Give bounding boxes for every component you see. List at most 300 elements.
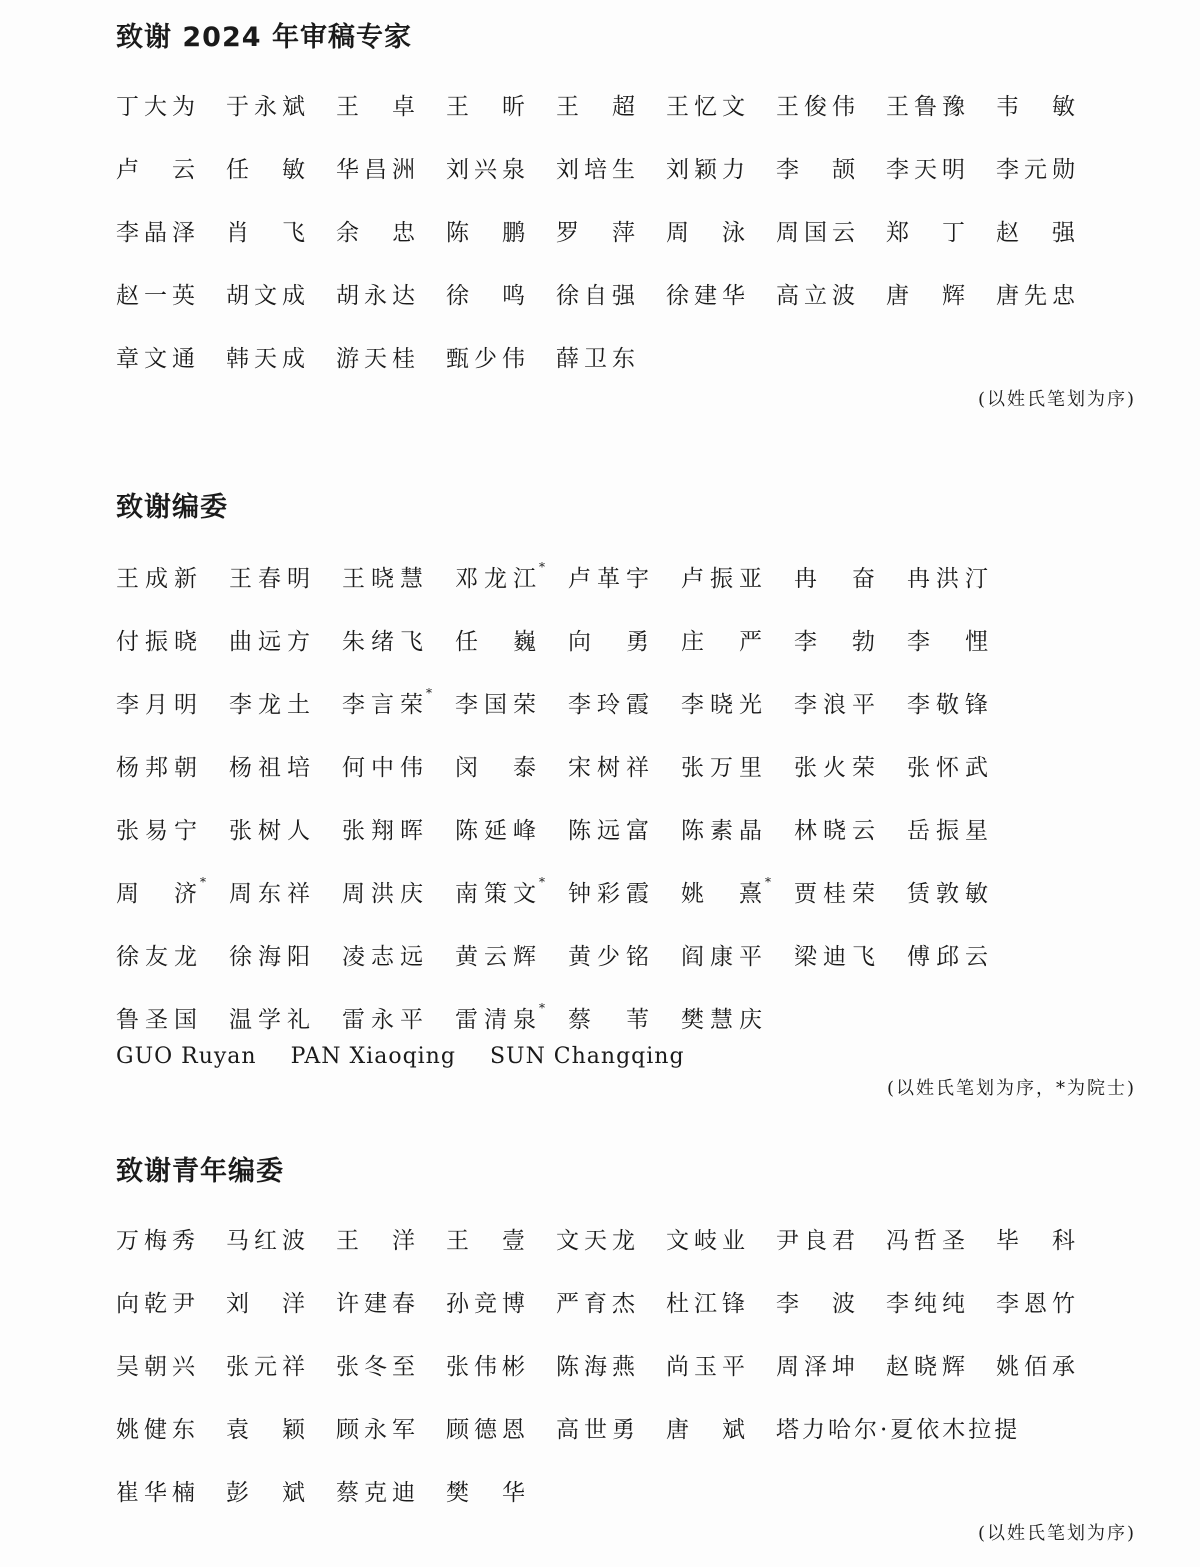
young-editors-name-text: 尚玉平 xyxy=(666,1354,748,1380)
young-editors-name xyxy=(446,1210,556,1273)
reviewers-name xyxy=(226,265,336,328)
reviewers-name xyxy=(996,76,1106,139)
editors-name xyxy=(681,800,794,863)
reviewers-name-text: 刘培生 xyxy=(556,157,638,183)
reviewers-name-text: 刘兴泉 xyxy=(446,157,528,183)
editors-name xyxy=(116,989,229,1052)
editors-name xyxy=(455,737,568,800)
young-editors-name xyxy=(556,1273,666,1336)
reviewers-name-text: 唐先忠 xyxy=(996,283,1078,309)
editors-name-text: 张万里 xyxy=(681,755,765,781)
young-editors-name xyxy=(226,1273,336,1336)
young-editors-name xyxy=(336,1336,446,1399)
reviewers-title: 致谢 2024 年审稿专家 xyxy=(116,22,412,53)
editors-name-text: 黄云辉 xyxy=(455,944,539,970)
young-editors-name-text: 吴朝兴 xyxy=(116,1354,198,1380)
reviewers-name xyxy=(446,202,556,265)
reviewers-name-text: 肖 飞 xyxy=(226,220,308,246)
editors-name xyxy=(907,548,1020,611)
editors-name xyxy=(455,800,568,863)
reviewers-name xyxy=(116,265,226,328)
editors-name-text: 林晓云 xyxy=(794,818,878,844)
reviewers-name-text: 郑 丁 xyxy=(886,220,968,246)
reviewers-name xyxy=(336,76,446,139)
young-editors-name-list xyxy=(116,1210,1116,1525)
reviewers-name xyxy=(666,139,776,202)
young-editors-name xyxy=(336,1399,446,1462)
reviewers-name xyxy=(776,76,886,139)
young-editors-name xyxy=(116,1399,226,1462)
reviewers-name-text: 徐 鸣 xyxy=(446,283,528,309)
reviewers-name xyxy=(776,202,886,265)
editors-name-text: 卢振亚 xyxy=(681,566,765,592)
reviewers-name xyxy=(116,202,226,265)
editors-name-text: 张火荣 xyxy=(794,755,878,781)
editors-name-text: 南策文 xyxy=(455,881,539,907)
young-editors-name xyxy=(886,1336,996,1399)
editors-name-text: 杨邦朝 xyxy=(116,755,200,781)
young-editors-name-text: 文岐业 xyxy=(666,1228,748,1254)
editors-name xyxy=(342,863,455,926)
young-editors-name xyxy=(996,1210,1106,1273)
young-editors-name-text: 张伟彬 xyxy=(446,1354,528,1380)
young-editors-name-text: 王 洋 xyxy=(336,1228,418,1254)
editors-name xyxy=(455,548,568,611)
editors-name-text: 向 勇 xyxy=(568,629,652,655)
editors-name xyxy=(568,926,681,989)
reviewers-name xyxy=(666,202,776,265)
editors-name-text: 闵 泰 xyxy=(455,755,539,781)
reviewers-name-text: 薛卫东 xyxy=(556,346,638,372)
editors-name xyxy=(794,737,907,800)
editors-name xyxy=(342,548,455,611)
young-editors-name-text: 顾德恩 xyxy=(446,1417,528,1443)
young-editors-name-text: 李恩竹 xyxy=(996,1291,1078,1317)
reviewers-name xyxy=(666,265,776,328)
editors-name xyxy=(455,989,568,1052)
young-editors-name-text: 张元祥 xyxy=(226,1354,308,1380)
young-editors-name xyxy=(226,1336,336,1399)
editors-name xyxy=(681,548,794,611)
young-editors-name-text: 文天龙 xyxy=(556,1228,638,1254)
young-editors-name xyxy=(666,1399,776,1462)
young-editors-name xyxy=(446,1336,556,1399)
young-editors-section xyxy=(116,1152,1136,1549)
reviewers-name-text: 罗 萍 xyxy=(556,220,638,246)
editors-name-text: 李敬锋 xyxy=(907,692,991,718)
editors-name-text: 任 巍 xyxy=(455,629,539,655)
editors-name-text: 李晓光 xyxy=(681,692,765,718)
young-editors-name xyxy=(116,1336,226,1399)
reviewers-name xyxy=(556,202,666,265)
reviewers-name-text: 王 超 xyxy=(556,94,638,120)
young-editors-name xyxy=(556,1336,666,1399)
young-editors-name-text: 顾永军 xyxy=(336,1417,418,1443)
academician-marker: * xyxy=(539,560,548,574)
editors-name-text: 张树人 xyxy=(229,818,313,844)
reviewers-name-text: 周国云 xyxy=(776,220,858,246)
young-editors-name xyxy=(886,1273,996,1336)
editors-name-text: 张怀武 xyxy=(907,755,991,781)
editors-name-text: 陈素晶 xyxy=(681,818,765,844)
young-editors-name xyxy=(996,1336,1106,1399)
editors-name-text: 鲁圣国 xyxy=(116,1007,200,1033)
reviewers-name-text: 李天明 xyxy=(886,157,968,183)
young-editors-name-text: 姚健东 xyxy=(116,1417,198,1443)
editors-name xyxy=(907,800,1020,863)
young-editors-name-text: 高世勇 xyxy=(556,1417,638,1443)
reviewers-section xyxy=(116,18,1136,415)
young-editors-name xyxy=(556,1210,666,1273)
academician-marker: * xyxy=(539,1001,548,1015)
editors-name xyxy=(116,737,229,800)
editors-name xyxy=(229,863,342,926)
reviewers-name-text: 王 卓 xyxy=(336,94,418,120)
reviewers-name xyxy=(776,265,886,328)
young-editors-name-text: 蔡克迪 xyxy=(336,1480,418,1506)
young-editors-name-text: 许建春 xyxy=(336,1291,418,1317)
young-editors-name xyxy=(226,1210,336,1273)
editors-name-text: 陈远富 xyxy=(568,818,652,844)
reviewers-name xyxy=(776,139,886,202)
reviewers-name-text: 王忆文 xyxy=(666,94,748,120)
reviewers-name-list xyxy=(116,76,1116,391)
editors-name xyxy=(229,548,342,611)
editors-latin-name: GUO Ruyan xyxy=(116,1044,257,1069)
young-editors-name-text: 袁 颖 xyxy=(226,1417,308,1443)
young-editors-name xyxy=(666,1210,776,1273)
editors-name xyxy=(455,926,568,989)
editors-name-text: 朱绪飞 xyxy=(342,629,426,655)
editors-name-text: 张易宁 xyxy=(116,818,200,844)
reviewers-name-text: 卢 云 xyxy=(116,157,198,183)
editors-name xyxy=(794,800,907,863)
young-editors-name xyxy=(226,1399,336,1462)
reviewers-name xyxy=(996,139,1106,202)
editors-name-text: 王晓慧 xyxy=(342,566,426,592)
editors-name-text: 王成新 xyxy=(116,566,200,592)
editors-name xyxy=(455,611,568,674)
young-editors-name xyxy=(996,1273,1106,1336)
young-editors-name xyxy=(336,1273,446,1336)
reviewers-name xyxy=(996,202,1106,265)
editors-name-text: 李言荣 xyxy=(342,692,426,718)
young-editors-name xyxy=(336,1462,446,1525)
reviewers-note: (以姓氏笔划为序) xyxy=(977,389,1136,410)
reviewers-name-text: 徐建华 xyxy=(666,283,748,309)
young-editors-name-text: 孙竞博 xyxy=(446,1291,528,1317)
reviewers-name-text: 唐 辉 xyxy=(886,283,968,309)
editors-name-text: 傅邱云 xyxy=(907,944,991,970)
editors-name xyxy=(116,548,229,611)
young-editors-name-text: 彭 斌 xyxy=(226,1480,308,1506)
academician-marker: * xyxy=(200,875,209,889)
reviewers-name-text: 甄少伟 xyxy=(446,346,528,372)
editors-name-text: 李 悝 xyxy=(907,629,991,655)
editors-name-text: 徐海阳 xyxy=(229,944,313,970)
reviewers-name-text: 王 昕 xyxy=(446,94,528,120)
editors-latin-name: PAN Xiaoqing xyxy=(290,1044,456,1069)
reviewers-name-text: 李 颉 xyxy=(776,157,858,183)
young-editors-title: 致谢青年编委 xyxy=(116,1156,284,1187)
reviewers-name xyxy=(666,76,776,139)
editors-name xyxy=(568,863,681,926)
reviewers-name xyxy=(226,139,336,202)
editors-name xyxy=(116,800,229,863)
editors-name-text: 冉洪汀 xyxy=(907,566,991,592)
reviewers-name-text: 韩天成 xyxy=(226,346,308,372)
reviewers-name xyxy=(336,328,446,391)
reviewers-name xyxy=(886,139,996,202)
editors-name-text: 李玲霞 xyxy=(568,692,652,718)
editors-name-text: 陈延峰 xyxy=(455,818,539,844)
editors-name-text: 姚 熹 xyxy=(681,881,765,907)
editors-name xyxy=(229,737,342,800)
young-editors-name xyxy=(776,1399,1020,1462)
editors-name xyxy=(455,863,568,926)
young-editors-name-text: 李 波 xyxy=(776,1291,858,1317)
editors-name xyxy=(681,926,794,989)
editors-note: (以姓氏笔划为序，*为院士) xyxy=(886,1078,1136,1099)
young-editors-name xyxy=(226,1462,336,1525)
reviewers-name xyxy=(226,202,336,265)
editors-name xyxy=(681,737,794,800)
reviewers-name xyxy=(556,265,666,328)
editors-name xyxy=(342,674,455,737)
reviewers-name-text: 游天桂 xyxy=(336,346,418,372)
young-editors-name-text: 刘 洋 xyxy=(226,1291,308,1317)
young-editors-name-text: 杜江锋 xyxy=(666,1291,748,1317)
editors-name-text: 周 济 xyxy=(116,881,200,907)
reviewers-name xyxy=(886,76,996,139)
editors-name xyxy=(568,737,681,800)
young-editors-name xyxy=(776,1273,886,1336)
editors-name xyxy=(229,926,342,989)
reviewers-name xyxy=(886,265,996,328)
editors-name xyxy=(794,611,907,674)
reviewers-name xyxy=(556,328,666,391)
reviewers-name-text: 李元勋 xyxy=(996,157,1078,183)
reviewers-name-text: 胡文成 xyxy=(226,283,308,309)
reviewers-name-text: 赵 强 xyxy=(996,220,1078,246)
editors-name-text: 王春明 xyxy=(229,566,313,592)
editors-name-text: 蔡 苇 xyxy=(568,1007,652,1033)
editors-name xyxy=(907,611,1020,674)
reviewers-name-text: 丁大为 xyxy=(116,94,198,120)
editors-name xyxy=(794,926,907,989)
young-editors-name-text: 向乾尹 xyxy=(116,1291,198,1317)
reviewers-name-text: 余 忠 xyxy=(336,220,418,246)
editors-name-text: 杨祖培 xyxy=(229,755,313,781)
editors-name-text: 李月明 xyxy=(116,692,200,718)
academician-marker: * xyxy=(765,875,774,889)
editors-name-text: 樊慧庆 xyxy=(681,1007,765,1033)
editors-section xyxy=(116,488,1136,1104)
young-editors-name xyxy=(446,1399,556,1462)
young-editors-name-text: 张冬至 xyxy=(336,1354,418,1380)
editors-name xyxy=(681,989,794,1052)
young-editors-name-text: 塔力哈尔·夏依木拉提 xyxy=(776,1417,1021,1443)
editors-name-text: 黄少铭 xyxy=(568,944,652,970)
editors-name-text: 李浪平 xyxy=(794,692,878,718)
editors-name xyxy=(568,800,681,863)
editors-name xyxy=(229,989,342,1052)
editors-name xyxy=(342,611,455,674)
editors-name xyxy=(342,926,455,989)
reviewers-name xyxy=(996,265,1106,328)
editors-name xyxy=(342,737,455,800)
academician-marker: * xyxy=(539,875,548,889)
young-editors-name xyxy=(116,1462,226,1525)
reviewers-name-text: 赵一英 xyxy=(116,283,198,309)
editors-name-text: 周东祥 xyxy=(229,881,313,907)
young-editors-name xyxy=(886,1210,996,1273)
reviewers-name xyxy=(886,202,996,265)
editors-name xyxy=(794,674,907,737)
editors-name xyxy=(116,611,229,674)
editors-name xyxy=(568,674,681,737)
editors-name-text: 赁敦敏 xyxy=(907,881,991,907)
editors-name xyxy=(907,926,1020,989)
editors-name-text: 庄 严 xyxy=(681,629,765,655)
editors-name xyxy=(342,800,455,863)
young-editors-name-text: 马红波 xyxy=(226,1228,308,1254)
editors-name xyxy=(116,926,229,989)
reviewers-name xyxy=(446,265,556,328)
young-editors-name-text: 崔华楠 xyxy=(116,1480,198,1506)
reviewers-name-text: 任 敏 xyxy=(226,157,308,183)
editors-name xyxy=(455,674,568,737)
editors-latin-name: SUN Changqing xyxy=(489,1044,685,1069)
reviewers-name xyxy=(556,76,666,139)
editors-name-text: 张翔晖 xyxy=(342,818,426,844)
reviewers-name xyxy=(336,202,446,265)
young-editors-name-text: 严育杰 xyxy=(556,1291,638,1317)
reviewers-name xyxy=(116,139,226,202)
editors-name xyxy=(568,989,681,1052)
editors-name-list xyxy=(116,548,1116,1052)
reviewers-name-text: 章文通 xyxy=(116,346,198,372)
young-editors-name xyxy=(666,1273,776,1336)
reviewers-name-text: 周 泳 xyxy=(666,220,748,246)
editors-name xyxy=(342,989,455,1052)
young-editors-name-text: 赵晓辉 xyxy=(886,1354,968,1380)
reviewers-name-text: 于永斌 xyxy=(226,94,308,120)
editors-name xyxy=(229,674,342,737)
editors-name-text: 凌志远 xyxy=(342,944,426,970)
reviewers-name-text: 王鲁豫 xyxy=(886,94,968,120)
editors-name xyxy=(229,800,342,863)
young-editors-name-text: 王 壹 xyxy=(446,1228,528,1254)
editors-name-text: 何中伟 xyxy=(342,755,426,781)
reviewers-name xyxy=(116,76,226,139)
reviewers-name xyxy=(446,328,556,391)
young-editors-name xyxy=(776,1336,886,1399)
editors-name xyxy=(116,863,229,926)
young-editors-name-text: 毕 科 xyxy=(996,1228,1078,1254)
editors-name-text: 李 勃 xyxy=(794,629,878,655)
editors-name xyxy=(794,548,907,611)
young-editors-name xyxy=(116,1273,226,1336)
reviewers-name xyxy=(446,76,556,139)
editors-name-text: 雷清泉 xyxy=(455,1007,539,1033)
editors-name-text: 卢革宇 xyxy=(568,566,652,592)
reviewers-name-text: 李晶泽 xyxy=(116,220,198,246)
editors-name-text: 周洪庆 xyxy=(342,881,426,907)
reviewers-name-text: 王俊伟 xyxy=(776,94,858,120)
reviewers-name xyxy=(226,76,336,139)
reviewers-name xyxy=(336,265,446,328)
editors-name-text: 李龙土 xyxy=(229,692,313,718)
reviewers-name-text: 华昌洲 xyxy=(336,157,418,183)
editors-name-text: 温学礼 xyxy=(229,1007,313,1033)
reviewers-name-text: 胡永达 xyxy=(336,283,418,309)
editors-name xyxy=(681,674,794,737)
editors-name-text: 岳振星 xyxy=(907,818,991,844)
reviewers-name-text: 陈 鹏 xyxy=(446,220,528,246)
reviewers-name xyxy=(116,328,226,391)
editors-name xyxy=(681,611,794,674)
young-editors-name-text: 陈海燕 xyxy=(556,1354,638,1380)
editors-name-text: 冉 奋 xyxy=(794,566,878,592)
editors-name xyxy=(907,863,1020,926)
young-editors-name xyxy=(666,1336,776,1399)
academician-marker: * xyxy=(426,686,435,700)
young-editors-name-text: 万梅秀 xyxy=(116,1228,198,1254)
reviewers-name-text: 高立波 xyxy=(776,283,858,309)
editors-name-text: 李国荣 xyxy=(455,692,539,718)
editors-name-text: 贾桂荣 xyxy=(794,881,878,907)
editors-name xyxy=(907,674,1020,737)
young-editors-name xyxy=(446,1462,556,1525)
editors-name xyxy=(568,548,681,611)
reviewers-name xyxy=(226,328,336,391)
editors-name xyxy=(568,611,681,674)
editors-name-text: 雷永平 xyxy=(342,1007,426,1033)
young-editors-name xyxy=(336,1210,446,1273)
reviewers-name xyxy=(336,139,446,202)
reviewers-name-text: 韦 敏 xyxy=(996,94,1078,120)
editors-name xyxy=(681,863,794,926)
young-editors-name xyxy=(446,1273,556,1336)
reviewers-name-text: 刘颖力 xyxy=(666,157,748,183)
editors-name xyxy=(907,737,1020,800)
young-editors-name-text: 唐 斌 xyxy=(666,1417,748,1443)
editors-name-text: 邓龙江 xyxy=(455,566,539,592)
reviewers-name xyxy=(556,139,666,202)
young-editors-name-text: 樊 华 xyxy=(446,1480,528,1506)
young-editors-name xyxy=(116,1210,226,1273)
young-editors-name-text: 尹良君 xyxy=(776,1228,858,1254)
young-editors-name-text: 姚佰承 xyxy=(996,1354,1078,1380)
young-editors-name xyxy=(556,1399,666,1462)
young-editors-name xyxy=(776,1210,886,1273)
editors-name-text: 曲远方 xyxy=(229,629,313,655)
editors-name-text: 徐友龙 xyxy=(116,944,200,970)
reviewers-name xyxy=(446,139,556,202)
editors-name-text: 宋树祥 xyxy=(568,755,652,781)
editors-name-text: 钟彩霞 xyxy=(568,881,652,907)
editors-name xyxy=(116,674,229,737)
editors-name-text: 梁迪飞 xyxy=(794,944,878,970)
reviewers-name-text: 徐自强 xyxy=(556,283,638,309)
editors-name xyxy=(794,863,907,926)
young-editors-name-text: 冯哲圣 xyxy=(886,1228,968,1254)
young-editors-name-text: 李纯纯 xyxy=(886,1291,968,1317)
editors-name-text: 付振晓 xyxy=(116,629,200,655)
editors-name xyxy=(229,611,342,674)
editors-title: 致谢编委 xyxy=(116,492,228,523)
